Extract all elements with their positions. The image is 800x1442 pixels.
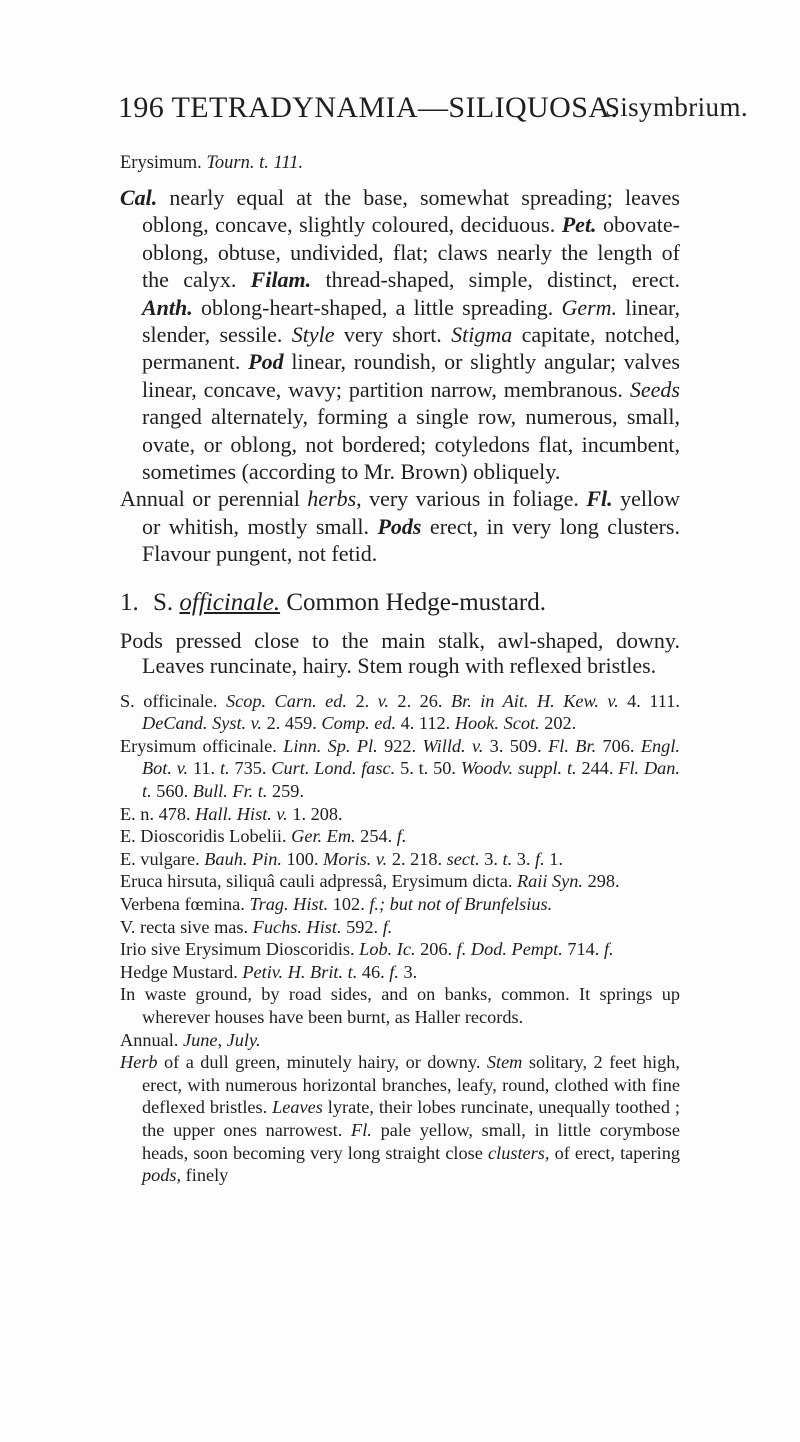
ref-name: V. recta sive mas. [120,916,253,937]
ref-loc: 922. [377,735,423,756]
ref-loc: 2. [346,690,378,711]
ref-cite: t. [502,848,513,869]
ref-cite: Bull. Fr. t. [192,781,268,802]
habit-text-4: erect, in very long clusters. Flavour pungent, not fetid. [142,513,680,567]
term-herbs: herbs [307,486,357,512]
herb-description [120,1051,680,1187]
text-pod: linear, roundish, or slightly angular; valves linear, concave, wavy; partition narrow, membranous. [142,349,680,402]
habitat-paragraph [120,983,680,1028]
ref-loc: 5. t. 50. [395,758,461,779]
ref-cite: Curt. Lond. fasc. [271,758,396,779]
ref-cite: Engl. Bot. v. [142,735,680,779]
habitat-text: In waste ground, by road sides, and on banks, common. It springs up wherever houses have been burnt, as Haller records. [120,984,680,1027]
ref-name: E. vulgare. [120,848,205,869]
ref-loc: 202. [539,713,577,734]
genus-description [120,184,680,568]
page-number: 196 [118,91,165,124]
herb-text-4: pale yellow, small, in little corymbose heads, soon becoming very long straight close [142,1119,680,1163]
ref-loc: 2. 218. [387,848,447,869]
ref-loc: 3. 509. [483,735,549,756]
ref-name: E. Dioscoridis Lobelii. [120,826,292,847]
ref-name: Erysimum officinale. [120,735,284,756]
text-calyx: nearly equal at the base, somewhat spreading; leaves oblong, concave, slightly coloured, deciduous. [142,185,680,238]
term-pods-2: pods, [142,1165,182,1186]
species-diagnosis [120,628,680,678]
ref-cite: Hall. Hist. v. [195,803,288,824]
ref-cite: Scop. Carn. ed. [225,690,347,711]
habit-text-3: yellow or whitish, mostly small. [142,486,680,539]
ref-loc: 102. [328,894,370,915]
ref-name: Verbena fœmina. [120,894,250,915]
ref-loc: 100. [281,848,324,869]
ref-cite: Linn. Sp. Pl. [283,735,378,756]
habit-text-1: Annual or perennial [120,486,308,512]
ref-loc: 3. [398,961,418,982]
term-petal: Pet. [561,212,597,238]
text-style: very short. [334,322,452,348]
genus-synonym: Erysimum. [120,153,202,173]
text-anther: oblong-heart-shaped, a little spreading. [192,294,562,320]
ref-cite: f. [603,939,614,960]
habit-paragraph [120,485,680,567]
term-calyx: Cal. [120,185,158,210]
ref-cite: f. [389,961,399,982]
term-stigma: Stigma [451,322,513,348]
reference-entry [120,893,680,916]
ref-loc: 3. [479,848,503,869]
reference-entry [120,870,680,893]
species-genus-abbr: S. [153,588,174,616]
term-stem: Stem [486,1052,523,1073]
term-seeds: Seeds [629,376,680,402]
text-stigma: capitate, notched, permanent. [142,322,680,375]
genus-reference: Tourn. t. 111. [206,153,304,173]
herb-text-1: of a dull green, minutely hairy, or downy. [157,1052,487,1073]
ref-loc: 1. [544,848,563,869]
term-style: Style [291,322,335,348]
ref-loc: 298. [583,871,620,892]
ref-name: Hedge Mustard. [120,961,243,982]
ref-cite: Bauh. Pin. [204,848,282,869]
species-epithet: officinale. [179,588,281,616]
ref-loc: 11. [188,758,220,779]
habit-text-2: , very various in foliage. [356,486,587,512]
species-number: 1. [120,588,139,616]
herb-text-2: solitary, 2 feet high, erect, with numerous horizontal branches, leafy, round, clothed with fine deflexed bristles. [142,1052,680,1118]
species-common-name: Common Hedge-mustard. [286,588,547,616]
ref-cite: t. [219,758,230,779]
ref-cite: Willd. v. [422,735,484,756]
reference-entry [120,916,680,939]
ref-cite: Raii Syn. [517,871,584,892]
ref-loc: 2. 26. [388,690,451,711]
ref-loc: 1. 208. [287,803,343,824]
synonymy-references [120,690,680,1187]
term-anther: Anth. [142,294,193,320]
page-body [120,150,680,1187]
ref-cite: Comp. ed. [321,713,397,734]
duration-text: Annual. [120,1029,183,1050]
ref-cite: f.; but not of Brunfelsius. [369,894,553,915]
ref-cite: f. [456,939,467,960]
ref-name: Irio sive Erysimum Dioscoridis. [120,939,360,960]
ref-cite: f. [396,826,407,847]
ref-loc: 244. [576,758,619,779]
text-filament: thread-shaped, simple, distinct, erect. [311,267,680,293]
ref-cite: Hook. Scot. [454,713,540,734]
term-filament: Filam. [250,267,312,293]
genus-running-title: Sisymbrium. [604,92,748,122]
ref-loc: 560. [151,781,193,802]
ref-cite: Lob. Ic. [359,939,416,960]
ref-loc: 714. [562,939,604,960]
text-germen: linear, slender, sessile. [142,294,680,348]
species-heading [120,588,680,618]
ref-cite: Petiv. H. Brit. t. [242,961,358,982]
ref-cite: Fl. Br. [548,735,597,756]
genus-synonym-line [120,150,680,176]
ref-cite: Fl. Dan. t. [142,758,681,802]
ref-name: Eruca hirsuta, siliquâ cauli adpressâ, Erysimum dicta. [120,871,517,892]
ref-cite: sect. [446,848,480,869]
ref-name: E. n. 478. [120,803,196,824]
ref-cite: Fuchs. Hist. [252,916,342,937]
ref-name: S. officinale. [120,690,226,711]
ref-loc: 254. [355,826,397,847]
term-clusters: clusters, [488,1142,550,1163]
flowering-months: June, July. [182,1029,261,1050]
term-fl: Fl. [586,486,613,512]
ref-cite: Woodv. suppl. t. [460,758,577,779]
term-leaves: Leaves [272,1097,323,1118]
ref-loc: 735. [229,758,272,779]
ref-cite: f. [382,916,393,937]
term-pods: Pods [377,513,422,539]
reference-entry [120,803,680,826]
reference-entry [120,825,680,848]
reference-entry [120,735,680,803]
herb-text-3: lyrate, their lobes runcinate, unequally toothed ; the upper ones narrowest. [142,1097,680,1140]
ref-cite: Moris. v. [323,848,388,869]
running-header [118,91,748,125]
herb-text-6: finely [181,1165,229,1186]
ref-loc: 592. [341,916,383,937]
ref-cite: Dod. Pempt. [470,939,563,960]
ref-cite: DeCand. Syst. v. [142,713,262,734]
diagnosis-text: Pods pressed close to the main stalk, awl-shaped, downy. Leaves runcinate, hairy. Stem rough with reflexed bristles. [120,627,680,678]
ref-loc: 2. 459. [262,713,322,734]
text-seeds: ranged alternately, forming a single row, numerous, small, ovate, or oblong, not bordered; cotyledons flat, incumbent, sometimes (according to Mr. Brown) obliquely. [142,404,680,485]
ref-cite: f. [535,848,545,869]
term-germen: Germ. [561,294,618,320]
ref-cite: Trag. Hist. [249,894,329,915]
ref-loc: 46. [357,961,390,982]
term-flowers: Fl. [351,1119,372,1140]
reference-entry [120,848,680,871]
reference-entry [120,938,680,961]
class-title: TETRADYNAMIA—SILIQUOSA. [171,91,619,124]
ref-loc: 4. 112. [396,713,455,734]
ref-loc: 259. [267,781,305,802]
character-paragraph [120,184,680,485]
ref-cite: Ger. Em. [291,826,356,847]
reference-entry [120,690,680,735]
ref-loc: 3. [512,848,536,869]
ref-loc: 206. [415,939,457,960]
ref-cite: Br. in Ait. H. Kew. v. [450,690,619,711]
herb-text-5: of erect, tapering [549,1142,680,1163]
term-herb: Herb [120,1052,158,1073]
ref-loc: 706. [596,735,641,756]
term-pod: Pod [248,349,284,375]
ref-cite: v. [377,690,389,711]
duration-line [120,1029,680,1052]
text-petal: obovate-oblong, obtuse, undivided, flat; claws nearly the length of the calyx. [142,212,681,293]
reference-entry [120,961,680,984]
ref-loc: 4. 111. [618,690,680,711]
